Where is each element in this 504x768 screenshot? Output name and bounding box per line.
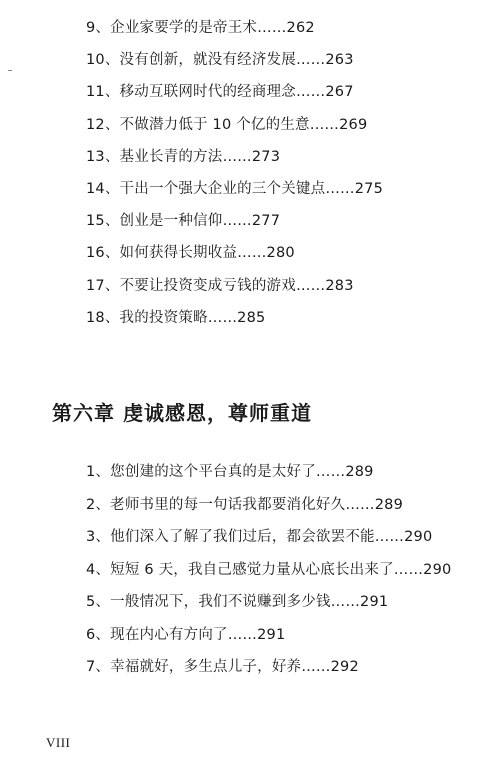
toc-entry: 1、您创建的这个平台真的是太好了……289 [86, 464, 374, 480]
page-number: VIII [46, 735, 71, 750]
toc-entry: 3、他们深入了解了我们过后，都会欲罢不能……290 [86, 529, 433, 545]
toc-entry: 2、老师书里的每一句话我都要消化好久……289 [86, 496, 403, 513]
toc-entry: 12、不做潜力低于 10 个亿的生意……269 [86, 116, 368, 133]
chapter-heading: 第六章 虔诚感恩，尊师重道 [52, 401, 312, 425]
toc-entry: 18、我的投资策略……285 [86, 309, 266, 326]
toc-entry: 11、移动互联网时代的经商理念……267 [86, 84, 354, 101]
toc-entry: 6、现在内心有方向了……291 [86, 626, 286, 643]
toc-list-chapter-six [86, 456, 451, 684]
toc-entry: 14、干出一个强大企业的三个关键点……275 [86, 180, 384, 197]
toc-entry: 5、一般情况下，我们不说赚到多少钱……291 [86, 594, 389, 610]
toc-list-chapter-five [86, 12, 383, 334]
toc-entry: 13、基业长青的方法……273 [86, 148, 281, 165]
toc-entry: 10、没有创新，就没有经济发展……263 [86, 52, 354, 69]
toc-entry: 16、如何获得长期收益……280 [86, 245, 295, 262]
toc-entry: 9、企业家要学的是帝王术……262 [86, 20, 315, 36]
toc-entry: 4、短短 6 天，我自己感觉力量从心底长出来了……290 [86, 561, 452, 578]
scan-speck [8, 70, 12, 71]
toc-entry: 7、幸福就好，多生点儿子，好养……292 [86, 659, 359, 675]
toc-entry: 17、不要让投资变成亏钱的游戏……283 [86, 277, 354, 294]
toc-entry: 15、创业是一种信仰……277 [86, 213, 281, 230]
